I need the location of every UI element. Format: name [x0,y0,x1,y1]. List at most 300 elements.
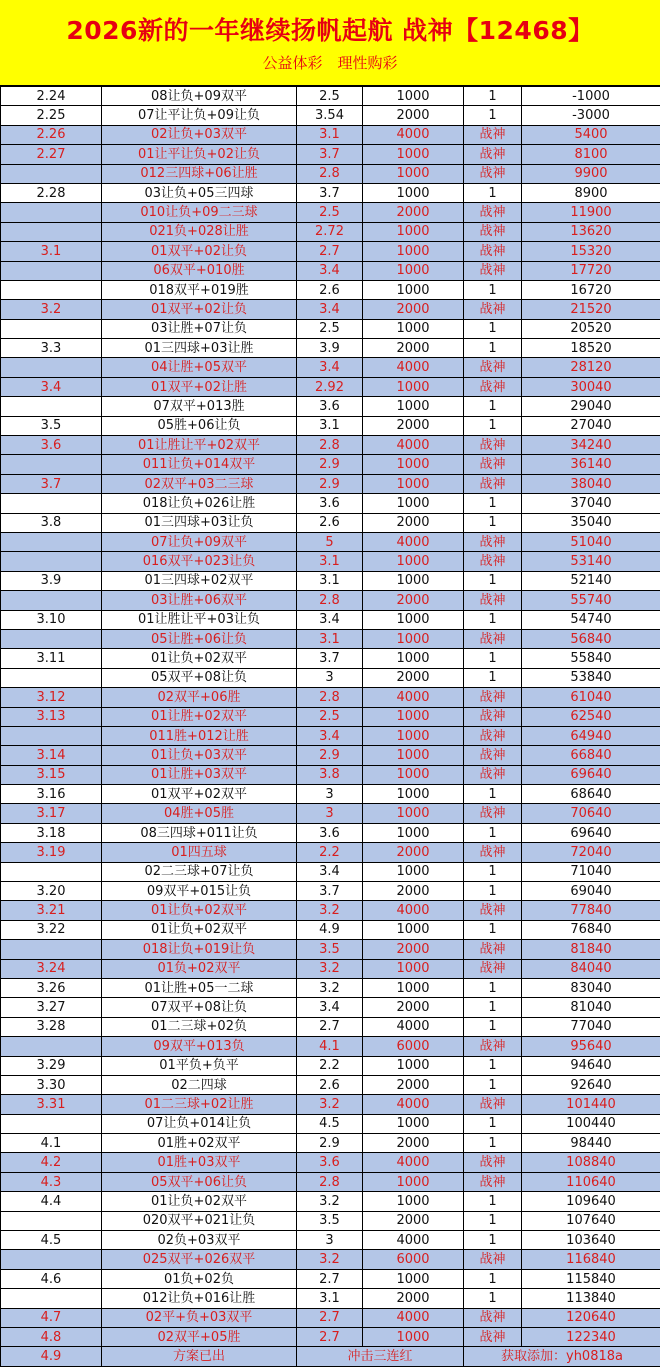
cell-odds: 2.5 [297,203,363,222]
table-row [1,397,660,416]
cell-odds: 4.1 [297,1037,363,1056]
cell-balance: 92640 [522,1075,660,1094]
table-row [1,726,660,745]
cell-result: 战神 [464,1172,522,1191]
cell-date: 3.31 [1,1095,102,1114]
cell-balance: 51040 [522,532,660,551]
cell-balance: 62540 [522,707,660,726]
cell-balance: 69640 [522,765,660,784]
cell-date [1,261,102,280]
cell-stake: 1000 [363,610,464,629]
cell-date [1,862,102,881]
cell-result: 战神 [464,940,522,959]
cell-odds: 3.4 [297,300,363,319]
cell-balance: 29040 [522,397,660,416]
cell-stake: 1000 [363,261,464,280]
cell-pick: 01让胜+02双平 [102,707,297,726]
cell-stake: 2000 [363,339,464,358]
cell-date: 3.8 [1,513,102,532]
cell-pick: 02二四球 [102,1075,297,1094]
cell-stake: 1000 [363,862,464,881]
cell-result: 战神 [464,629,522,648]
cell-stake: 2000 [363,300,464,319]
cell-stake: 4000 [363,1017,464,1036]
cell-date [1,532,102,551]
cell-result: 战神 [464,474,522,493]
cell-pick: 01三四球+02双平 [102,571,297,590]
cell-date: 3.17 [1,804,102,823]
cell-stake: 4000 [363,1153,464,1172]
cell-pick: 01负+02负 [102,1269,297,1288]
cell-balance: 101440 [522,1095,660,1114]
cell-result: 战神 [464,261,522,280]
cell-result: 1 [464,494,522,513]
cell-date: 4.1 [1,1134,102,1153]
cell-odds: 3.4 [297,610,363,629]
cell-odds: 2.92 [297,377,363,396]
cell-stake: 6000 [363,1037,464,1056]
cell-pick: 01让胜让平+03让负 [102,610,297,629]
footer-contact: 获取添加：yh0818a [464,1347,660,1366]
cell-result: 1 [464,1017,522,1036]
cell-pick: 03让胜+07让负 [102,319,297,338]
table-row [1,222,660,241]
cell-result: 战神 [464,959,522,978]
cell-date: 3.24 [1,959,102,978]
table-row [1,552,660,571]
cell-balance: 9900 [522,164,660,183]
table-row [1,1153,660,1172]
cell-odds: 2.6 [297,1075,363,1094]
cell-odds: 3 [297,1231,363,1250]
cell-balance: 94640 [522,1056,660,1075]
cell-stake: 1000 [363,280,464,299]
cell-stake: 2000 [363,843,464,862]
cell-balance: 20520 [522,319,660,338]
cell-stake: 1000 [363,707,464,726]
cell-pick: 018双平+019胜 [102,280,297,299]
cell-date [1,1114,102,1133]
cell-pick: 07双平+013胜 [102,397,297,416]
cell-stake: 2000 [363,1134,464,1153]
cell-result: 1 [464,649,522,668]
cell-stake: 2000 [363,998,464,1017]
cell-result: 1 [464,183,522,202]
cell-odds: 3.6 [297,1153,363,1172]
table-row [1,649,660,668]
cell-pick: 012让负+016让胜 [102,1289,297,1308]
cell-stake: 2000 [363,668,464,687]
cell-pick: 01让平让负+02让负 [102,145,297,164]
cell-odds: 5 [297,532,363,551]
cell-result: 战神 [464,300,522,319]
table-row [1,1172,660,1191]
cell-result: 1 [464,513,522,532]
cell-result: 战神 [464,532,522,551]
cell-result: 战神 [464,591,522,610]
cell-date: 4.3 [1,1172,102,1191]
cell-odds: 3.6 [297,823,363,842]
table-row [1,280,660,299]
table-row [1,87,660,106]
cell-stake: 1000 [363,455,464,474]
cell-stake: 6000 [363,1250,464,1269]
cell-stake: 4000 [363,1095,464,1114]
cell-date [1,591,102,610]
table-row [1,591,660,610]
cell-result: 战神 [464,1328,522,1347]
cell-pick: 020双平+021让负 [102,1211,297,1230]
table-row [1,106,660,125]
cell-pick: 02双平+03二三球 [102,474,297,493]
cell-pick: 02双平+06胜 [102,688,297,707]
cell-odds: 3.7 [297,882,363,901]
cell-date [1,494,102,513]
cell-pick: 01三四球+03让胜 [102,339,297,358]
table-row [1,1269,660,1288]
cell-pick: 02二三球+07让负 [102,862,297,881]
cell-balance: 84040 [522,959,660,978]
cell-balance: 68640 [522,785,660,804]
cell-balance: 72040 [522,843,660,862]
cell-date: 3.11 [1,649,102,668]
cell-balance: 16720 [522,280,660,299]
cell-result: 战神 [464,552,522,571]
cell-odds: 2.5 [297,707,363,726]
cell-stake: 1000 [363,1192,464,1211]
table-row [1,823,660,842]
cell-balance: 54740 [522,610,660,629]
cell-date [1,940,102,959]
cell-pick: 025双平+026双平 [102,1250,297,1269]
cell-date: 3.6 [1,436,102,455]
table-row [1,377,660,396]
cell-stake: 2000 [363,416,464,435]
cell-pick: 01让负+03双平 [102,746,297,765]
table-row [1,668,660,687]
cell-result: 1 [464,1075,522,1094]
cell-result: 1 [464,339,522,358]
cell-stake: 2000 [363,1289,464,1308]
cell-date [1,455,102,474]
cell-stake: 1000 [363,1269,464,1288]
cell-stake: 1000 [363,242,464,261]
cell-result: 战神 [464,222,522,241]
table-row [1,1289,660,1308]
cell-result: 战神 [464,358,522,377]
cell-result: 1 [464,1289,522,1308]
cell-odds: 3.1 [297,571,363,590]
table-row [1,998,660,1017]
cell-result: 战神 [464,1095,522,1114]
cell-balance: -3000 [522,106,660,125]
cell-stake: 2000 [363,940,464,959]
cell-balance: 76840 [522,920,660,939]
table-row [1,920,660,939]
cell-balance: 13620 [522,222,660,241]
cell-result: 战神 [464,1037,522,1056]
footer-plan: 方案已出 [102,1347,297,1366]
cell-balance: 77840 [522,901,660,920]
cell-date: 4.2 [1,1153,102,1172]
cell-date: 3.20 [1,882,102,901]
table-row [1,1037,660,1056]
cell-odds: 3 [297,668,363,687]
cell-result: 战神 [464,164,522,183]
cell-pick: 07让平让负+09让负 [102,106,297,125]
cell-odds: 3.5 [297,1211,363,1230]
cell-odds: 3.4 [297,358,363,377]
cell-stake: 4000 [363,532,464,551]
cell-date: 3.10 [1,610,102,629]
cell-balance: 115840 [522,1269,660,1288]
cell-balance: 37040 [522,494,660,513]
cell-result: 1 [464,87,522,106]
cell-odds: 2.7 [297,242,363,261]
cell-date [1,397,102,416]
cell-balance: 21520 [522,300,660,319]
cell-pick: 05双平+08让负 [102,668,297,687]
cell-balance: 120640 [522,1308,660,1327]
cell-stake: 1000 [363,474,464,493]
table-row [1,707,660,726]
cell-balance: 116840 [522,1250,660,1269]
cell-date: 4.8 [1,1328,102,1347]
table-row [1,164,660,183]
cell-date [1,1037,102,1056]
cell-pick: 01平负+负平 [102,1056,297,1075]
cell-stake: 1000 [363,804,464,823]
cell-date: 3.3 [1,339,102,358]
cell-result: 1 [464,106,522,125]
cell-odds: 3.1 [297,125,363,144]
cell-result: 1 [464,978,522,997]
cell-stake: 1000 [363,959,464,978]
cell-odds: 2.6 [297,280,363,299]
cell-odds: 3.1 [297,1289,363,1308]
cell-stake: 4000 [363,125,464,144]
cell-date: 2.25 [1,106,102,125]
cell-date: 2.24 [1,87,102,106]
table-row [1,183,660,202]
cell-pick: 09双平+015让负 [102,882,297,901]
cell-date: 3.9 [1,571,102,590]
table-row [1,339,660,358]
cell-pick: 01胜+02双平 [102,1134,297,1153]
cell-stake: 1000 [363,746,464,765]
cell-odds: 3.4 [297,998,363,1017]
cell-result: 战神 [464,901,522,920]
footer-row [1,1347,660,1366]
cell-pick: 06双平+010胜 [102,261,297,280]
cell-balance: 109640 [522,1192,660,1211]
table-row [1,1231,660,1250]
cell-stake: 1000 [363,978,464,997]
cell-balance: 8100 [522,145,660,164]
cell-balance: 66840 [522,746,660,765]
table-row [1,261,660,280]
cell-date [1,1211,102,1230]
cell-balance: 55840 [522,649,660,668]
cell-stake: 1000 [363,726,464,745]
cell-odds: 3.2 [297,901,363,920]
cell-date [1,726,102,745]
cell-odds: 3.2 [297,1250,363,1269]
cell-stake: 1000 [363,823,464,842]
cell-odds: 2.2 [297,843,363,862]
cell-stake: 1000 [363,552,464,571]
table-row [1,125,660,144]
cell-odds: 3.2 [297,1192,363,1211]
cell-stake: 1000 [363,1172,464,1191]
cell-stake: 4000 [363,901,464,920]
table-row [1,513,660,532]
cell-result: 1 [464,610,522,629]
cell-pick: 01二三球+02负 [102,1017,297,1036]
cell-date [1,164,102,183]
cell-date: 3.5 [1,416,102,435]
cell-result: 1 [464,571,522,590]
cell-pick: 04胜+05胜 [102,804,297,823]
cell-odds: 3.2 [297,959,363,978]
cell-stake: 4000 [363,1231,464,1250]
cell-stake: 1000 [363,145,464,164]
cell-balance: 36140 [522,455,660,474]
cell-odds: 3 [297,804,363,823]
table-row [1,1328,660,1347]
table-row [1,1056,660,1075]
cell-odds: 2.6 [297,513,363,532]
table-row [1,1075,660,1094]
cell-odds: 3.1 [297,416,363,435]
cell-odds: 3.4 [297,726,363,745]
cell-balance: 53840 [522,668,660,687]
cell-result: 战神 [464,726,522,745]
cell-stake: 2000 [363,1075,464,1094]
cell-odds: 4.9 [297,920,363,939]
table-row [1,843,660,862]
cell-balance: 69040 [522,882,660,901]
cell-balance: 56840 [522,629,660,648]
table-row [1,746,660,765]
cell-balance: 69640 [522,823,660,842]
cell-result: 1 [464,823,522,842]
cell-date: 4.4 [1,1192,102,1211]
cell-date: 3.12 [1,688,102,707]
cell-odds: 2.8 [297,1172,363,1191]
cell-result: 1 [464,416,522,435]
cell-result: 1 [464,1211,522,1230]
cell-stake: 1000 [363,319,464,338]
cell-balance: 11900 [522,203,660,222]
cell-balance: 64940 [522,726,660,745]
table-row [1,901,660,920]
cell-pick: 03让负+05三四球 [102,183,297,202]
cell-odds: 3.4 [297,862,363,881]
cell-result: 战神 [464,436,522,455]
cell-result: 战神 [464,203,522,222]
cell-pick: 01让负+02双平 [102,920,297,939]
cell-odds: 3.6 [297,397,363,416]
cell-odds: 2.7 [297,1308,363,1327]
cell-date: 2.26 [1,125,102,144]
cell-result: 1 [464,882,522,901]
cell-balance: 53140 [522,552,660,571]
cell-odds: 3.6 [297,494,363,513]
cell-odds: 2.8 [297,436,363,455]
page-header [0,0,660,86]
cell-stake: 2000 [363,513,464,532]
cell-balance: 5400 [522,125,660,144]
cell-result: 战神 [464,242,522,261]
cell-pick: 011让负+014双平 [102,455,297,474]
cell-odds: 3.7 [297,145,363,164]
cell-result: 战神 [464,804,522,823]
cell-stake: 1000 [363,1328,464,1347]
cell-result: 1 [464,1056,522,1075]
table-row [1,416,660,435]
cell-pick: 01让负+02双平 [102,649,297,668]
cell-stake: 2000 [363,1211,464,1230]
cell-result: 1 [464,1231,522,1250]
cell-pick: 05让胜+06让负 [102,629,297,648]
table-row [1,300,660,319]
table-row [1,474,660,493]
cell-stake: 1000 [363,164,464,183]
cell-pick: 011胜+012让胜 [102,726,297,745]
cell-pick: 03让胜+06双平 [102,591,297,610]
cell-date [1,222,102,241]
cell-odds: 3.7 [297,649,363,668]
cell-balance: 108840 [522,1153,660,1172]
cell-balance: 70640 [522,804,660,823]
cell-pick: 018让负+019让负 [102,940,297,959]
cell-date [1,203,102,222]
cell-result: 战神 [464,377,522,396]
cell-date: 3.1 [1,242,102,261]
cell-odds: 3.7 [297,183,363,202]
cell-date: 3.7 [1,474,102,493]
cell-balance: 15320 [522,242,660,261]
cell-date [1,668,102,687]
cell-balance: 27040 [522,416,660,435]
record-table [0,86,660,1367]
table-row [1,940,660,959]
cell-result: 1 [464,397,522,416]
table-row [1,629,660,648]
cell-balance: 18520 [522,339,660,358]
cell-stake: 4000 [363,1308,464,1327]
cell-date: 2.28 [1,183,102,202]
cell-odds: 2.2 [297,1056,363,1075]
cell-stake: 1000 [363,1056,464,1075]
table-row [1,1192,660,1211]
cell-pick: 01三四球+03让负 [102,513,297,532]
cell-stake: 4000 [363,358,464,377]
table-row [1,145,660,164]
cell-pick: 02双平+05胜 [102,1328,297,1347]
cell-pick: 01让负+02双平 [102,901,297,920]
cell-stake: 4000 [363,688,464,707]
table-row [1,882,660,901]
page-subtitle: 公益体彩 理性购彩 [0,54,660,72]
cell-odds: 2.7 [297,1269,363,1288]
cell-date: 3.29 [1,1056,102,1075]
footer-date: 4.9 [1,1347,102,1366]
cell-odds: 4.5 [297,1114,363,1133]
table-row [1,436,660,455]
cell-date: 3.30 [1,1075,102,1094]
